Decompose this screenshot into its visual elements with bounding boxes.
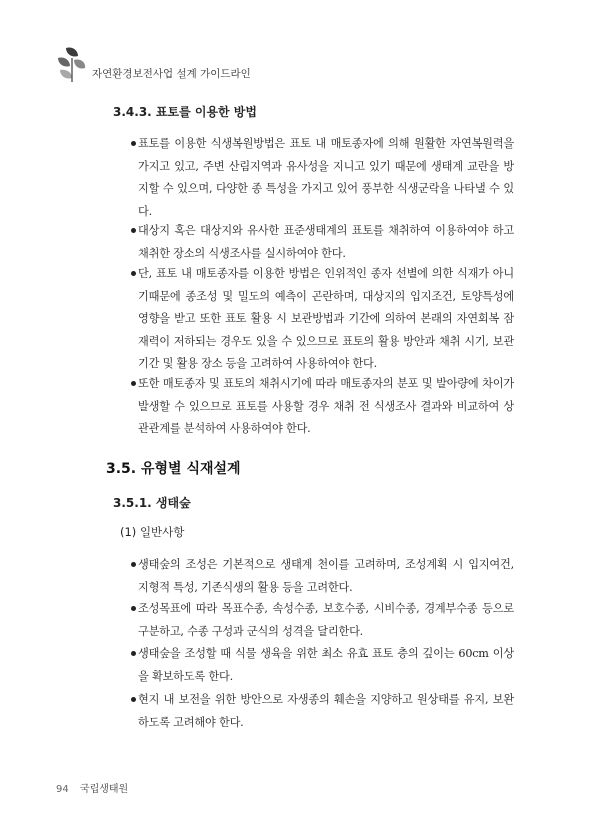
leaf-logo-icon xyxy=(52,44,92,84)
bullet-text: 단, 표토 내 매토종자를 이용한 방법은 인위적인 종자 선별에 의한 식재가 아니기때문에 종조성 및 밀도의 예측이 곤란하며, 대상지의 입지조건, 토양특성에 영향을 받고 또한 표토 활용 시 보관방법과 기간에 의하여 본래의 자연회복 잠재력이 저하되는 경우도 있을 수 있으므로 표토의 활용 방안과 채취 시기, 보관 기간 및 활용 장소 등을 고려하여 사용하여야 한다. xyxy=(138,267,514,370)
bullet-icon xyxy=(131,606,136,611)
bullet-icon xyxy=(131,697,136,702)
bullet-icon xyxy=(131,271,136,276)
bullet-item xyxy=(138,133,514,223)
section-3-4-3-title: 3.4.3. 표토를 이용한 방법 xyxy=(113,105,257,119)
bullet-item xyxy=(138,598,514,643)
page-footer xyxy=(56,780,128,795)
bullet-text: 현지 내 보전을 위한 방안으로 자생종의 훼손을 지양하고 원상태를 유지, 보완하도록 고려해야 한다. xyxy=(138,693,514,729)
bullet-item xyxy=(138,554,514,599)
bullet-icon xyxy=(131,228,136,233)
bullet-icon xyxy=(131,381,136,386)
page-header xyxy=(52,44,572,84)
section-3-5-title: 3.5. 유형별 식재설계 xyxy=(106,461,241,477)
subsection-general: (1) 일반사항 xyxy=(120,525,185,539)
bullet-text: 조성목표에 따라 목표수종, 속성수종, 보호수종, 시비수종, 경계부수종 등으로 구분하고, 수종 구성과 군식의 성격을 달리한다. xyxy=(138,602,514,638)
bullet-text: 또한 매토종자 및 표토의 채취시기에 따라 매토종자의 분포 및 발아량에 차이가 발생할 수 있으므로 표토를 사용할 경우 채취 전 식생조사 결과와 비교하여 상관관계를 분석하여 사용하여야 한다. xyxy=(138,377,514,435)
section-3-5-1-title: 3.5.1. 생태숲 xyxy=(113,496,191,510)
bullet-text: 생태숲을 조성할 때 식물 생육을 위한 최소 유효 표토 층의 깊이는 60cm 이상을 확보하도록 한다. xyxy=(138,647,514,683)
page-number: 94 xyxy=(56,784,69,795)
bullet-text: 생태숲의 조성은 기본적으로 생태계 천이를 고려하며, 조성계획 시 입지여건, 지형적 특성, 기존식생의 활용 등을 고려한다. xyxy=(138,558,514,594)
footer-org: 국립생태원 xyxy=(79,784,129,795)
bullet-text: 표토를 이용한 식생복원방법은 표토 내 매토종자에 의해 원활한 자연복원력을 가지고 있고, 주변 산림지역과 유사성을 지니고 있기 때문에 생태계 교란을 방지할 수 있으며, 다양한 종 특성을 가지고 있어 풍부한 식생군락을 나타낼 수 있다. xyxy=(138,137,514,218)
bullet-item xyxy=(138,263,514,376)
bullet-item xyxy=(138,643,514,688)
bullet-icon xyxy=(131,562,136,567)
bullet-icon xyxy=(131,141,136,146)
bullet-icon xyxy=(131,651,136,656)
bullet-text: 대상지 혹은 대상지와 유사한 표준생태계의 표토를 채취하여 이용하여야 하고 채취한 장소의 식생조사를 실시하여야 한다. xyxy=(138,224,514,260)
bullet-item xyxy=(138,220,514,265)
header-title: 자연환경보전사업 설계 가이드라인 xyxy=(92,68,251,80)
bullet-item xyxy=(138,689,514,734)
bullet-item xyxy=(138,373,514,441)
